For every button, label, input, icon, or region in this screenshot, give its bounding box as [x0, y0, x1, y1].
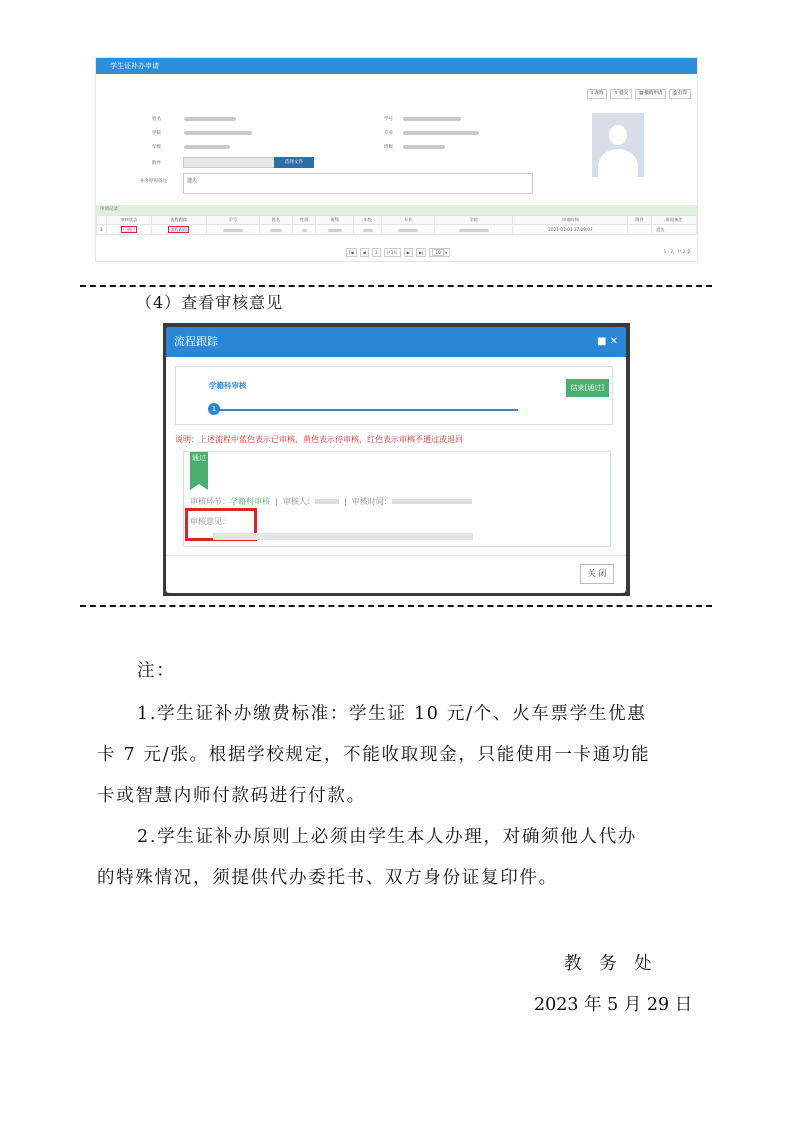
grade-value	[184, 145, 230, 149]
last-page-button[interactable]: ▶|	[416, 248, 427, 257]
signature-date: 2023 年 5 月 29 日	[534, 995, 693, 1015]
blurred-auditor	[315, 499, 339, 504]
cancel-application-button[interactable]: ▤撤销申请	[635, 89, 666, 99]
maximize-icon[interactable]: ■	[596, 336, 607, 347]
col-track: 流程跟踪	[151, 216, 206, 225]
browse-file-button[interactable]: 选择文件	[274, 157, 314, 168]
close-button[interactable]: 关 闭	[580, 564, 614, 584]
opinion-value	[210, 532, 473, 541]
reason-cell: 遗失	[652, 225, 697, 235]
grade-label: 年级	[152, 145, 161, 150]
col-class: 班级	[316, 216, 354, 225]
pagination	[346, 248, 450, 257]
undo-icon: ▤	[639, 91, 644, 96]
blurred-opinion	[213, 533, 473, 540]
col-grade: 年级	[354, 216, 382, 225]
page-size-select[interactable]: 10 ▾	[429, 248, 450, 257]
application-screenshot	[95, 57, 698, 262]
major-label: 专业	[384, 131, 393, 136]
flow-step-dot: 1	[208, 403, 220, 415]
col-major: 专业	[382, 216, 435, 225]
audit-meta: 审核环节：学籍科审核 | 审核人： | 审核时间：	[190, 496, 472, 507]
audit-record	[183, 451, 611, 547]
modal-controls	[597, 327, 618, 357]
office-signature: 教 务 处	[564, 954, 658, 974]
notes-heading: 注：	[137, 661, 176, 681]
print-icon: ⎙	[673, 91, 677, 96]
query-button[interactable]: ⌕查询	[587, 89, 608, 99]
record-count: 1 - 2，共 2 条	[663, 249, 691, 254]
reason-label: 补办原因备注	[140, 179, 167, 184]
modal-footer-divider	[166, 555, 626, 556]
search-icon: ⌕	[590, 91, 594, 96]
col-college: 学院	[435, 216, 513, 225]
process-tracking-modal	[166, 327, 626, 593]
toolbar	[587, 89, 691, 99]
class-value	[403, 145, 445, 149]
col-student-no: 学号	[206, 216, 259, 225]
next-page-button[interactable]: ▶	[404, 248, 413, 257]
flow-end-badge: 结束[通过]	[566, 379, 609, 397]
major-value	[403, 131, 479, 135]
passed-tag: 通过	[190, 452, 208, 484]
col-name: 姓名	[259, 216, 292, 225]
attachment-label: 附件	[152, 161, 161, 166]
table-row	[97, 225, 697, 235]
blurred-cell	[302, 229, 307, 232]
col-attachment: 附件	[628, 216, 652, 225]
page-number-input[interactable]: 1	[372, 248, 381, 257]
table-header-row	[97, 216, 697, 225]
blurred-cell	[363, 229, 373, 232]
col-status: 审核状态	[107, 216, 152, 225]
flow-progress-line	[212, 409, 518, 411]
print-button[interactable]: ⎙打印	[669, 89, 691, 99]
file-input[interactable]	[183, 157, 275, 168]
blurred-cell	[398, 229, 418, 232]
prev-page-button[interactable]: ◀	[360, 248, 369, 257]
time-label: 审核时间：	[351, 497, 392, 506]
blurred-cell	[223, 229, 243, 232]
college-value	[184, 131, 252, 135]
apply-time-cell: 2021-03-03 17:08:07	[513, 225, 628, 235]
dashed-separator	[80, 605, 712, 607]
attachment-cell	[628, 225, 652, 235]
process-tracking-screenshot	[163, 323, 630, 596]
page-total: 共1页	[384, 248, 401, 257]
note-1-line-2: 卡 7 元/张。根据学校规定，不能收取现金，只能使用一卡通功能	[97, 745, 651, 765]
opinion-label: 审核意见：	[190, 517, 230, 526]
dashed-separator	[80, 285, 712, 287]
college-label: 学院	[152, 131, 161, 136]
class-label: 班级	[384, 145, 393, 150]
records-section-title: 申请记录	[96, 205, 697, 215]
blurred-cell	[270, 229, 282, 232]
first-page-button[interactable]: |◀	[346, 248, 357, 257]
close-icon[interactable]: ✕	[609, 336, 618, 347]
flow-diagram	[175, 366, 613, 425]
col-index	[97, 216, 107, 225]
student-no-label: 学号	[384, 117, 393, 122]
records-table	[96, 215, 697, 235]
submit-button[interactable]: ⇧提交	[610, 89, 632, 99]
note-2-line-1: 2.学生证补办原则上必须由学生本人办理，对确须他人代办	[137, 827, 638, 847]
col-reason: 原因备注	[652, 216, 697, 225]
note-1-line-3: 卡或智慧内师付款码进行付款。	[97, 786, 366, 806]
auditor-label: 审核人：	[282, 497, 315, 506]
avatar-placeholder	[592, 113, 644, 177]
step-heading: （4）查看审核意见	[136, 293, 284, 312]
avatar-head	[609, 125, 627, 145]
modal-header	[166, 327, 626, 357]
legend-note: 说明：上述流程中蓝色表示已审核，黄色表示待审核，红色表示审核不通过或退回	[175, 435, 463, 444]
step-value: 学籍科审核	[230, 497, 270, 506]
flow-node-label: 学籍科审核	[209, 381, 247, 390]
avatar-body	[598, 149, 638, 177]
row-index: 1	[97, 225, 107, 235]
col-gender: 性别	[292, 216, 316, 225]
name-value	[184, 117, 236, 121]
track-link[interactable]: 流程跟踪	[170, 226, 188, 232]
student-no-value	[403, 117, 461, 121]
blurred-time	[392, 499, 472, 504]
note-1-line-1: 1.学生证补办缴费标准：学生证 10 元/个、火车票学生优惠	[137, 704, 647, 724]
name-label: 姓名	[152, 117, 161, 122]
note-2-line-2: 的特殊情况，须提供代办委托书、双方身份证复印件。	[97, 868, 558, 888]
blurred-cell	[459, 229, 489, 232]
col-apply-time: 申请时间	[513, 216, 628, 225]
reason-textarea[interactable]: 遗失	[183, 173, 533, 194]
step-label: 审核环节：	[190, 497, 230, 506]
status-badge: 已通过	[122, 226, 136, 232]
blurred-cell	[328, 229, 342, 232]
upload-icon: ⇧	[614, 91, 619, 96]
modal-title: 流程跟踪	[174, 335, 218, 348]
app-title: 学生证补办申请	[96, 58, 697, 74]
